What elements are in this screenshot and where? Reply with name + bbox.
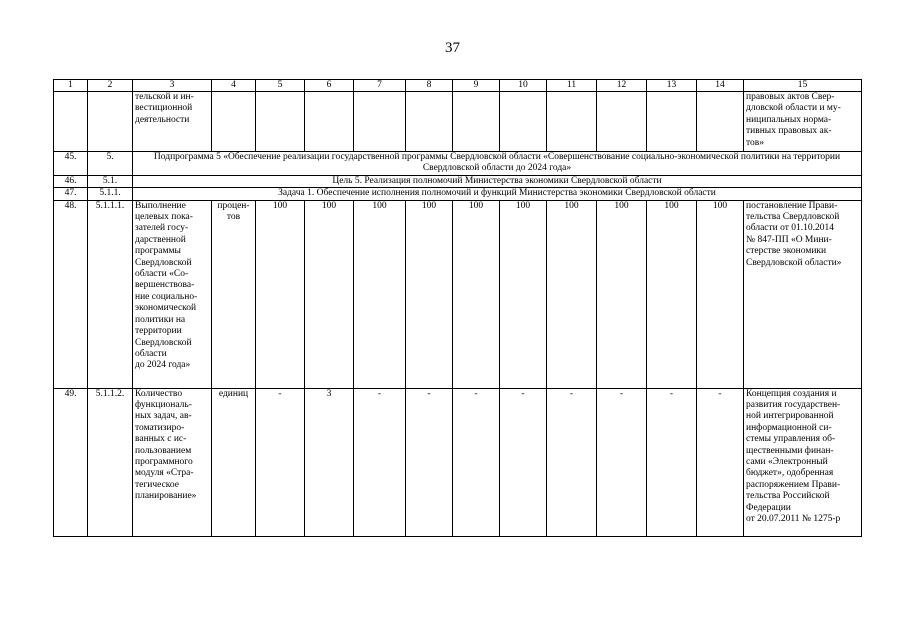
column-number: 14 bbox=[697, 80, 744, 92]
unit: процен- тов bbox=[212, 200, 256, 388]
column-number: 12 bbox=[597, 80, 647, 92]
indicator-name: тельской и ин- вестиционной деятельности bbox=[133, 92, 212, 152]
column-number: 6 bbox=[305, 80, 354, 92]
row-code: 5.1.1.2. bbox=[88, 388, 133, 536]
year-value: - bbox=[547, 388, 597, 536]
page-number: 37 bbox=[445, 40, 460, 56]
column-number: 13 bbox=[647, 80, 697, 92]
year-value: - bbox=[597, 388, 647, 536]
task-title: Задача 1. Обеспечение исполнения полномочий и функций Министерства экономики Свердловской области bbox=[133, 188, 862, 200]
column-number: 4 bbox=[212, 80, 256, 92]
year-value: 100 bbox=[647, 200, 697, 388]
indicators-table bbox=[53, 79, 862, 537]
table-row-45 bbox=[54, 152, 862, 176]
row-number: 45. bbox=[54, 152, 88, 176]
column-number: 3 bbox=[133, 80, 212, 92]
table-row-47 bbox=[54, 188, 862, 200]
row-number: 47. bbox=[54, 188, 88, 200]
legal-source: Концепция создания и развития государствен- ной интегрированной информационной си- стемы управления об- щественными финан- сами «Электронный бюджет», одобренная распоряжением Прави- тельства Российской Федерации от 20.07.2011 № 1275-р bbox=[744, 388, 862, 536]
year-value: - bbox=[453, 388, 500, 536]
row-number: 46. bbox=[54, 175, 88, 187]
row-number: 49. bbox=[54, 388, 88, 536]
column-number: 5 bbox=[256, 80, 305, 92]
year-value: 100 bbox=[406, 200, 453, 388]
column-number: 15 bbox=[744, 80, 862, 92]
table-row-49 bbox=[54, 388, 862, 536]
year-value: - bbox=[406, 388, 453, 536]
year-value: - bbox=[354, 388, 406, 536]
year-value: 100 bbox=[500, 200, 547, 388]
year-value: - bbox=[697, 388, 744, 536]
row-code: 5. bbox=[88, 152, 133, 176]
indicator-name: Выполнение целевых пока- зателей госу- дарственной программы Свердловской области «Со- вершенствова- ние социально- экономической политики на территории Свердловской области до 2024 года» bbox=[133, 200, 212, 388]
year-value: - bbox=[647, 388, 697, 536]
table-row-continued bbox=[54, 92, 862, 152]
goal-title: Цель 5. Реализация полномочий Министерства экономики Свердловской области bbox=[133, 175, 862, 187]
row-code: 5.1.1. bbox=[88, 188, 133, 200]
subprogram-title: Подпрограмма 5 «Обеспечение реализации государственной программы Свердловской области «Совершенствование социально-экономической политики на территории Свердловской области до 2024 года» bbox=[133, 152, 862, 176]
year-value: - bbox=[256, 388, 305, 536]
unit: единиц bbox=[212, 388, 256, 536]
year-value: 100 bbox=[354, 200, 406, 388]
row-code: 5.1.1.1. bbox=[88, 200, 133, 388]
year-value: 100 bbox=[305, 200, 354, 388]
table-row-48 bbox=[54, 200, 862, 388]
column-number: 2 bbox=[88, 80, 133, 92]
year-value: 100 bbox=[547, 200, 597, 388]
legal-source: постановление Прави- тельства Свердловской области от 01.10.2014 № 847-ПП «О Мини- стерстве экономики Свердловской области» bbox=[744, 200, 862, 388]
year-value: - bbox=[500, 388, 547, 536]
year-value: 3 bbox=[305, 388, 354, 536]
indicator-name: Количество функциональ- ных задач, ав- томатизиро- ванных с ис- пользованием программного модуля «Стра- тегическое планирование» bbox=[133, 388, 212, 536]
legal-source: правовых актов Свер- дловской области и му- ниципальных норма- тивных правовых ак- тов» bbox=[744, 92, 862, 152]
column-number: 8 bbox=[406, 80, 453, 92]
column-number: 7 bbox=[354, 80, 406, 92]
year-value: 100 bbox=[697, 200, 744, 388]
year-value: 100 bbox=[453, 200, 500, 388]
year-value: 100 bbox=[256, 200, 305, 388]
column-number: 10 bbox=[500, 80, 547, 92]
column-number: 1 bbox=[54, 80, 88, 92]
column-number: 9 bbox=[453, 80, 500, 92]
table-row-46 bbox=[54, 175, 862, 187]
column-number: 11 bbox=[547, 80, 597, 92]
row-code: 5.1. bbox=[88, 175, 133, 187]
row-number: 48. bbox=[54, 200, 88, 388]
column-number-row bbox=[54, 80, 862, 92]
year-value: 100 bbox=[597, 200, 647, 388]
